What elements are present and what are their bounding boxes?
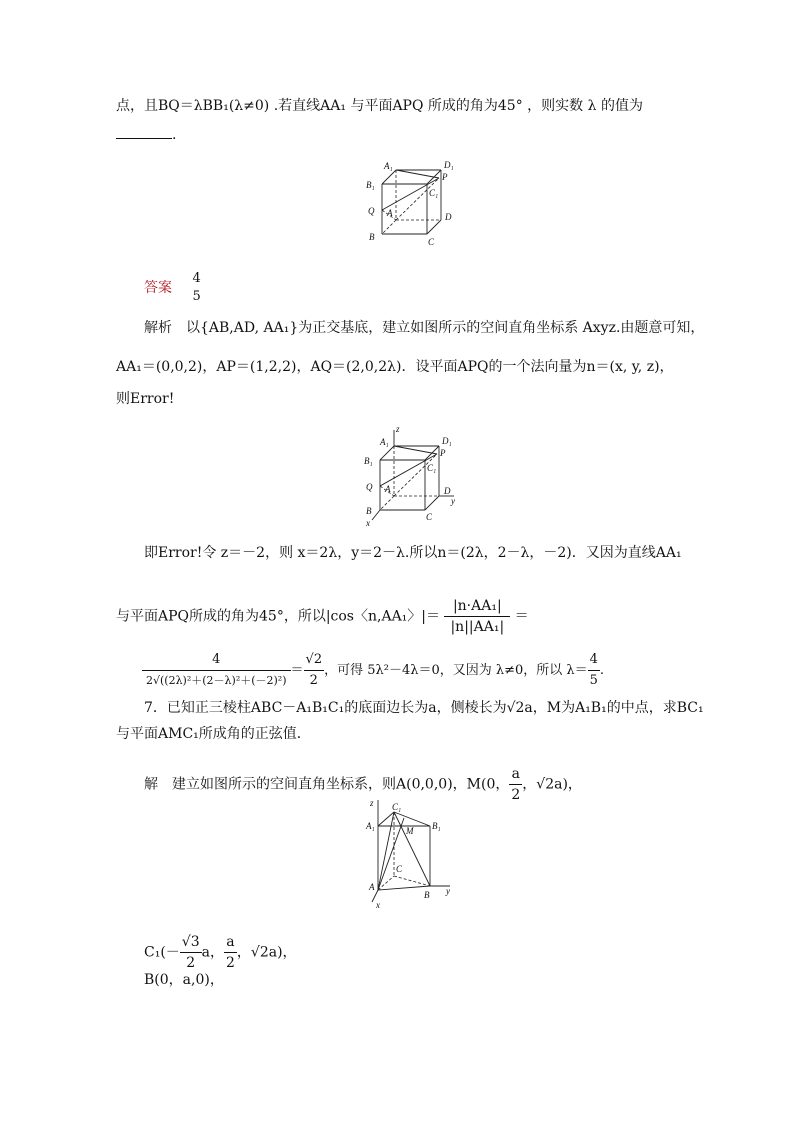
answer-blank (116, 124, 172, 139)
label-D1: D₁ (442, 436, 452, 446)
cos-value-fraction: $\frac{4}{\text{2√((2λ)²＋(2－λ)²＋(－2)²)}}$ (142, 650, 291, 691)
label-M: M (406, 826, 414, 836)
label-A1: A₁ (380, 437, 389, 447)
a-over-2: $\frac{a}{2}$ (511, 766, 521, 803)
label-C1: C₁ (429, 188, 439, 198)
label-D1: D₁ (444, 160, 454, 170)
label-C: C (426, 512, 433, 522)
a-over-2-c1: $\frac{a}{2}$ (225, 934, 235, 971)
cube-figure-2 (360, 424, 470, 528)
label-y: y (451, 496, 455, 506)
label-A: A (385, 484, 391, 494)
analysis-line-1: 解析 以{AB,AD, AA₁}为正交基底，建立如图所示的空间直角坐标系 Axyz.由题意可知， (144, 320, 705, 336)
analysis-line-2: AA₁＝(0,0,2)，AP＝(1,2,2)，AQ＝(2,0,2λ)．设平面APQ的一个法向量为n＝(x, y, z)， (116, 359, 674, 375)
label-D: D (445, 212, 452, 222)
label-A1: A₁ (366, 821, 375, 831)
coord-c1: C₁(－ $\frac{√3}{2}$ a， $\frac{a}{2}$ ，√2a)， (144, 934, 297, 971)
label-C: C (396, 864, 403, 874)
sqrt3-over-2: $\frac{√3}{2}$ (181, 934, 200, 971)
label-P: P (442, 172, 448, 182)
answer (144, 270, 203, 306)
analysis-line-5: 与平面APQ所成的角为45°，所以|cos〈n,AA₁〉|＝ $\frac{\text{|n·AA₁|}}{\text{|n||AA₁|}}$ ＝ (116, 598, 529, 635)
solution-line-1: 解 建立如图所示的空间直角坐标系，则A(0,0,0)，M(0， $\frac{a}{2}$ ，√2a)， (144, 766, 582, 803)
label-B1: B₁ (364, 456, 373, 466)
coord-b: B(0，a,0)， (144, 972, 224, 988)
label-D: D (444, 486, 451, 496)
label-P: P (440, 448, 446, 458)
label-C: C (428, 237, 435, 247)
label-x: x (376, 900, 380, 910)
label-y: y (446, 886, 450, 896)
label-B: B (369, 232, 375, 242)
label-B: B (366, 506, 372, 516)
label-Q: Q (366, 482, 373, 492)
label-z: z (396, 424, 400, 434)
analysis-line-3: 则Error! (116, 391, 175, 407)
label-B: B (424, 890, 430, 900)
analysis-line-4: 即Error!令 z＝－2，则 x＝2λ，y＝2－λ.所以n＝(2λ，2－λ，－2)．又因为直线AA₁ (144, 545, 682, 561)
prism-figure (364, 798, 464, 910)
cube-figure-1 (362, 158, 462, 248)
cos-fraction: $\frac{\text{|n·AA₁|}}{\text{|n||AA₁|}}$ (444, 596, 510, 637)
label-x: x (366, 518, 370, 528)
answer-blank-line: . (116, 124, 176, 145)
analysis-line-6: $\frac{4}{\text{2√((2λ)²＋(2－λ)²＋(－2)²)}}$ ＝ $\frac{√2}{2}$ ，可得 5λ²－4λ＝0，又因为 λ≠0，所以 λ＝ $\frac{4}{5}$ . (142, 650, 604, 691)
problem-text-line: 点，且BQ＝λBB₁(λ≠0) .若直线AA₁ 与平面APQ 所成的角为45° ，则实数 λ 的值为 (116, 98, 643, 114)
question-7-line-1: 7．已知正三棱柱ABC－A₁B₁C₁的底面边长为a，侧棱长为√2a，M为A₁B₁的中点，求BC₁ (144, 700, 704, 716)
label-A: A (369, 882, 375, 892)
answer-fraction: 4 5 (192, 271, 201, 304)
label-B1: B₁ (432, 821, 441, 831)
label-B1: B₁ (366, 180, 375, 190)
label-C1: C₁ (427, 463, 437, 473)
label-A1: A₁ (384, 161, 393, 171)
label-C1: C₁ (392, 802, 402, 812)
label-A: A (387, 208, 393, 218)
question-7-line-2: 与平面AMC₁所成角的正弦值． (116, 726, 311, 742)
sqrt2-over-2: $\frac{√2}{2}$ (305, 652, 323, 688)
answer-label: 答案 (144, 280, 172, 296)
lambda-value: $\frac{4}{5}$ (589, 652, 598, 688)
label-z: z (370, 798, 374, 808)
label-Q: Q (368, 206, 375, 216)
